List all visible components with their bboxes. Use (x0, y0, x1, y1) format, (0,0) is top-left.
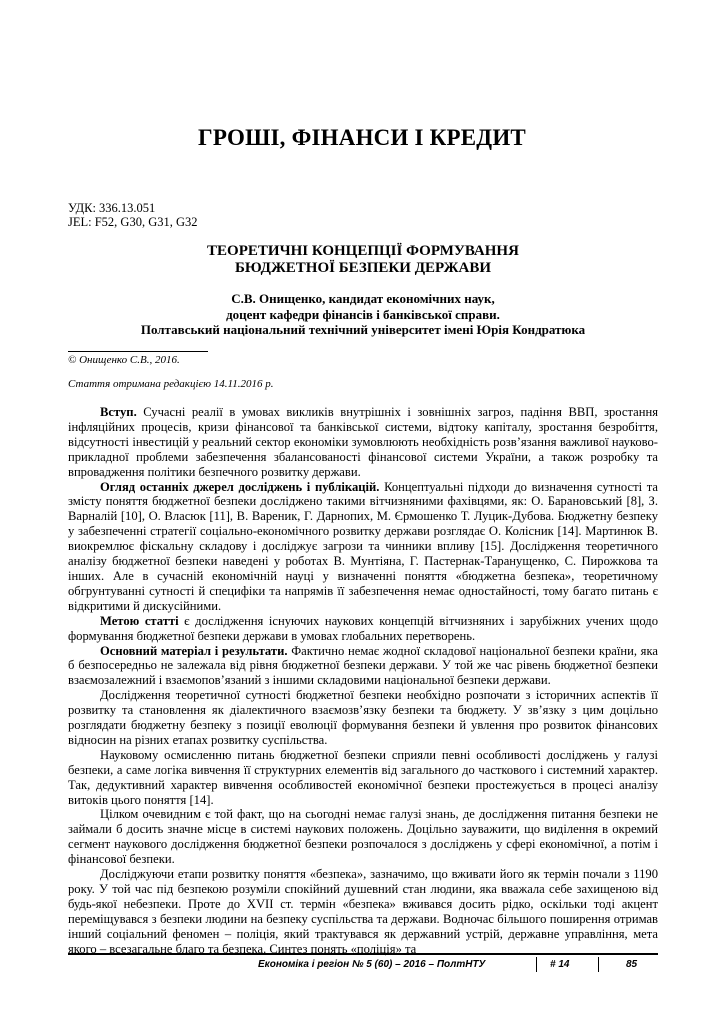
paragraph-text: є дослідження існуючих наукових концепцій вітчизняних і зарубіжних учених щодо формування бюджетної безпеки держави в умовах глобальних перетворень. (68, 613, 659, 643)
paragraph (68, 867, 658, 956)
article-title-line: БЮДЖЕТНОЇ БЕЗПЕКИ ДЕРЖАВИ (234, 260, 492, 276)
author-block (68, 291, 658, 338)
page-footer (68, 959, 658, 972)
footer-separator (598, 957, 599, 972)
paragraph-text: Сучасні реалії в умовах викликів внутрішніх і зовнішніх загроз, падіння ВВП, зростання інфляційних процесів, кризи фінансової та банківської системи, відтоку капіталу, зростання безробіття, відсутності інвестицій у реальний сектор економіки зумовлюють необхідність розв’язання важливої науково-прикладної проблеми забезпечення збалансованості фінансової системи України, а також розробку та впровадження політики безпечного розвитку держави. (68, 405, 658, 479)
author-affiliation: Полтавський національний технічний університет імені Юрія Кондратюка (140, 322, 586, 337)
paragraph (68, 614, 658, 644)
footer-separator (536, 957, 537, 972)
paragraph-lead: Метою статті (100, 613, 179, 628)
paragraph (68, 748, 658, 808)
article-title (68, 243, 658, 277)
paragraph-text: Досліджуючи етапи розвитку поняття «безпека», зазначимо, що вживати його як термін почали з 1190 року. У той час під безпекою розуміли спокійний душевний стан людини, яка вважала себе захищеною від будь-якої небезпеки. Проте до XVII ст. термін «безпека» вживався досить рідко, оскільки тоді акцент переміщувався з безпеки людини на безпеку суспільства та держави. Водночас більшого поширення отримав інший соціальний феномен – поліція, який трактувався як державний устрій, державне управління, мета якого – всезагальне благо та безпека. Синтез понять «поліція» та (68, 867, 658, 956)
paragraph-text: Цілком очевидним є той факт, що на сьогодні немає галузі знань, де дослідження питання безпеки не займали б досить значне місце в системі наукових положень. Доцільно зауважити, що виділення в окремий сегмент наукового дослідження бюджетної безпеки розпочалося з досліджень у сфері економічної, а потім і фінансової безпеки. (68, 807, 658, 867)
author-name: С.В. Онищенко, кандидат економічних наук, (231, 291, 495, 306)
issue-number: # 14 (550, 959, 570, 970)
footer-divider (68, 953, 658, 955)
author-position: доцент кафедри фінансів і банківської справи. (226, 306, 500, 322)
paragraph (68, 405, 658, 480)
paragraph (68, 807, 658, 867)
classification-codes (68, 201, 198, 229)
udk-code: УДК: 336.13.051 (68, 201, 156, 215)
article-title-line: ТЕОРЕТИЧНІ КОНЦЕПЦІЇ ФОРМУВАННЯ (207, 243, 519, 259)
paragraph-lead: Основний матеріал і результати. (100, 643, 288, 658)
copyright-notice: © Онищенко С.В., 2016. (68, 354, 180, 366)
copyright-divider (68, 351, 208, 352)
page-number: 85 (626, 959, 638, 970)
received-date: Стаття отримана редакцією 14.11.2016 р. (68, 378, 274, 390)
paragraph (68, 480, 658, 614)
paragraph-text: Науковому осмисленню питань бюджетної безпеки сприяли певні особливості досліджень у галузі безпеки, а саме логіка вивчення її структурних елементів від загального до часткового і системний характер. Так, дедуктивний характер вивчення особливостей економічної безпеки простежується в процесі аналізу витоків цього поняття [14]. (68, 747, 658, 807)
article-body (68, 405, 658, 957)
section-title: ГРОШІ, ФІНАНСИ І КРЕДИТ (198, 125, 526, 150)
paragraph-text: Фактично немає жодної складової національної безпеки країни, яка б безпосередньо не залежала від рівня бюджетної безпеки держави. У той же час рівень бюджетної безпеки взаємозалежний і взаємопов’язаний з іншими складовими національної безпеки держави. (68, 643, 658, 688)
journal-info: Економіка і регіон № 5 (60) – 2016 – ПолтНТУ (258, 959, 486, 970)
paragraph (68, 644, 658, 689)
paragraph-text: Дослідження теоретичної сутності бюджетної безпеки необхідно розпочати з історичних аспектів її розвитку та становлення як діалектичного взаємозв’язку безпеки та бюджету. У зв’язку з цим доцільно розглядати бюджетну безпеку з позиції еволюції формування безпеки й увлення про розвиток фінансових відносин на різних етапах розвитку суспільства. (68, 688, 658, 747)
paragraph-lead: Огляд останніх джерел досліджень і публікацій. (100, 479, 380, 494)
paragraph (68, 688, 658, 748)
paragraph-lead: Вступ. (100, 405, 137, 419)
paragraph-text: Концептуальні підходи до визначення сутності та змісту поняття бюджетної безпеки досліджено такими вітчизняними фахівцями, як: О. Барановський [8], З. Варналій [10], О. Власюк [11], В. Вареник, Г. Дарнопих, М. Єрмошенко Т. Луцик-Дубова. Бюджетну безпеку у забезпеченні стратегії соціально-економічного розвитку держави розглядає О. Колісник [14]. Мартинюк В. виокремлює фіскальну складову і досліджує загрози та чинники впливу [15]. Дослідження теоретичного аналізу бюджетної безпеки наведені у роботах В. Мунтіяна, Г. Пастернак-Таранущенко, С. Пирожкова та інших. Але в сучасній економічній науці у визначенні поняття «бюджетна безпека», теоретичному обгрунтуванні сутності й специфіки та напрямів її забезпечення немає одностайності, тому багато питань є відкритими й дискусійними. (68, 479, 658, 613)
jel-code: JEL: F52, G30, G31, G32 (68, 215, 198, 229)
